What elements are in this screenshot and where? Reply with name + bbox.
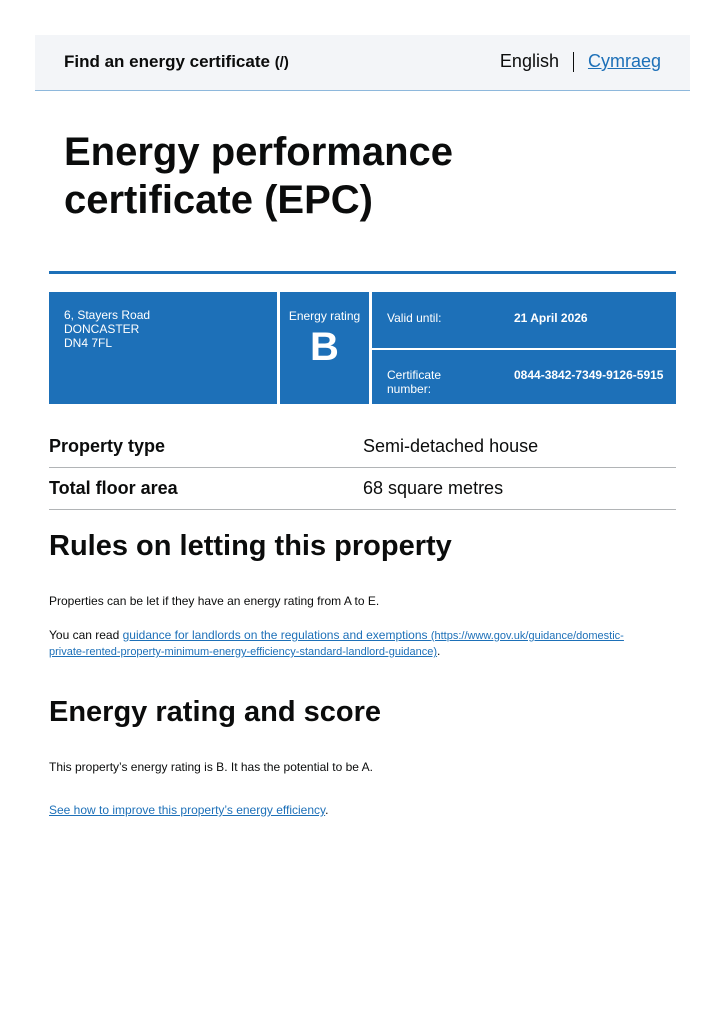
service-name[interactable]: [64, 52, 289, 72]
language-switcher: [500, 51, 661, 72]
energy-rating-cell: [280, 292, 369, 404]
property-type-value: Semi-detached house: [363, 436, 539, 456]
rules-para2-prefix: You can read: [49, 628, 123, 642]
lang-cymraeg-link[interactable]: Cymraeg: [587, 51, 661, 71]
energy-score-paragraph: This property’s energy rating is B. It has the potential to be A.: [49, 760, 373, 774]
certificate-number-cell: [372, 350, 676, 404]
landlord-guidance-link-text[interactable]: guidance for landlords on the regulations and exemptions: [122, 628, 428, 642]
address-line-2: DONCASTER: [64, 322, 140, 336]
site-header: [35, 35, 690, 91]
improve-paragraph: [49, 803, 659, 818]
lang-english: English: [499, 51, 559, 71]
valid-until-value: 21 April 2026: [514, 311, 588, 325]
address-line-1: 6, Stayers Road: [64, 308, 151, 322]
valid-until-label: Valid until:: [387, 311, 442, 325]
rules-paragraph-1: Properties can be let if they have an energy rating from A to E.: [49, 594, 380, 608]
root-link[interactable]: (/): [274, 54, 289, 71]
property-type-label: Property type: [49, 436, 166, 456]
service-name-text[interactable]: Find an energy certificate: [64, 52, 270, 71]
property-summary: [49, 426, 676, 510]
energy-rating-label: Energy rating: [288, 309, 361, 323]
rules-heading: Rules on letting this property: [49, 530, 452, 562]
floor-area-value: 68 square metres: [363, 478, 504, 498]
rules-paragraph-2: [49, 628, 659, 660]
title-divider: [49, 271, 676, 274]
rules-para2-suffix: .: [437, 644, 441, 658]
energy-score-heading: Energy rating and score: [49, 696, 381, 728]
valid-until-cell: [372, 292, 676, 348]
page-title: Energy performance certificate (EPC): [64, 130, 454, 222]
address-line-3: DN4 7FL: [64, 336, 113, 350]
certificate-number-label: Certificate number:: [387, 368, 442, 396]
improve-link-suffix: .: [325, 803, 329, 817]
summary-row-floor-area: [49, 468, 676, 510]
energy-rating-grade: B: [310, 325, 339, 369]
address-cell: [49, 292, 277, 404]
floor-area-label: Total floor area: [49, 478, 178, 498]
improve-efficiency-link[interactable]: See how to improve this property’s energy efficiency: [49, 803, 326, 817]
certificate-number-value: 0844-3842-7349-9126-5915: [514, 368, 664, 382]
address: [64, 308, 150, 350]
lang-separator: [573, 52, 574, 72]
landlord-guidance-url[interactable]: (https://www.gov.uk/guidance/domestic-private-rented-property-minimum-energy-efficiency-standard-landlord-guidance): [49, 630, 624, 658]
summary-row-property-type: [49, 426, 676, 468]
landlord-guidance-link[interactable]: [49, 628, 624, 658]
epc-summary-box: [49, 292, 676, 404]
